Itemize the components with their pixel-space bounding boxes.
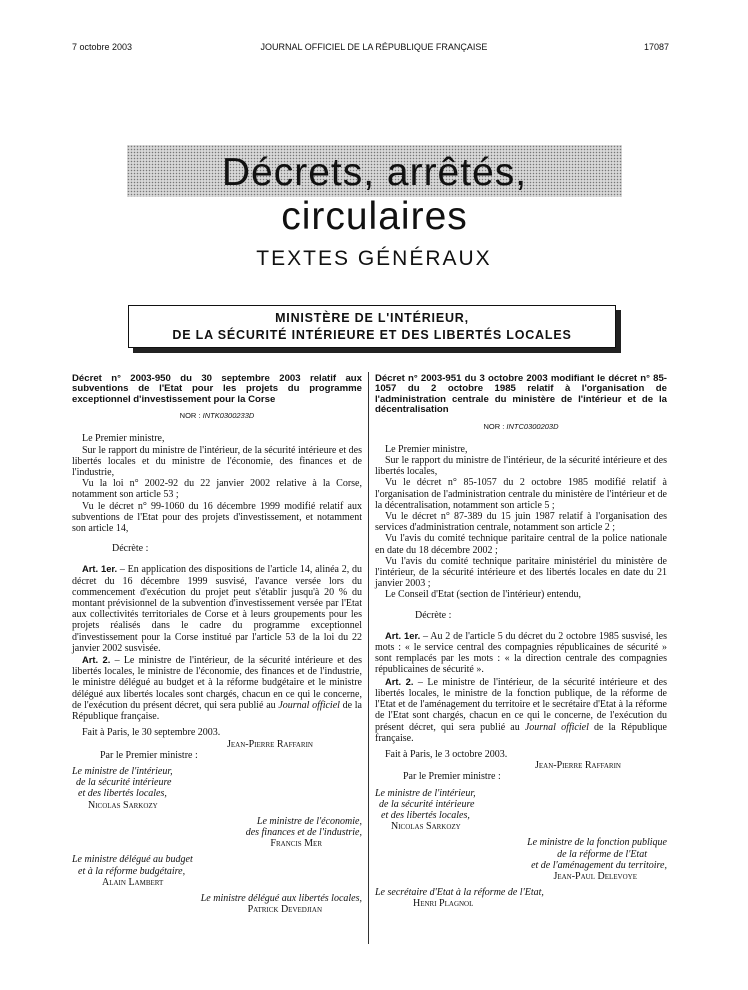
decree-1-intro: Le Premier ministre, — [82, 433, 165, 445]
signatory-title: Le ministre de l'économie, — [256, 815, 362, 827]
decree-1-signer: Jean-Pierre Raffarin — [227, 738, 313, 750]
signatory-name: Jean-Paul Delevoye — [553, 870, 637, 882]
decree-2-fait: Fait à Paris, le 3 octobre 2003. — [385, 748, 508, 760]
signatory-title: Le ministre de l'intérieur, — [72, 765, 173, 777]
decree-1-visa: Sur le rapport du ministre de l'intérieur, de la sécurité intérieure et des libertés locales et du ministre de l'économie, des finances et de l'industrie, — [72, 444, 362, 479]
article-text: – Le ministre de l'intérieur, de la sécurité intérieure et des libertés locales, le ministre de l'économie, des finances et de l'industrie, le ministre délégué au budget et à la réforme budgétaire et le ministre délégué aux libertés locales sont chargés, chacun en ce qui le concerne, de l'exécution du présent décret, qui sera publié au — [72, 655, 362, 711]
nor-label: NOR : — [483, 421, 505, 431]
decree-2-visa: Sur le rapport du ministre de l'intérieur, de la sécurité intérieure et des libertés locales, — [375, 455, 667, 478]
decree-2-visa: Le Conseil d'Etat (section de l'intérieur) entendu, — [385, 589, 582, 601]
column-divider — [368, 372, 369, 944]
article-text: – Le ministre de l'intérieur, de la sécurité intérieure et des libertés locales, le ministre de la fonction publique, de la réforme de l'Etat et de l'aménagement du territoire et le secrétaire d'Etat à la réforme de l'Etat sont chargés, chacun en ce qui le concerne, de l'exécution du présent décret, qui sera publié au — [375, 676, 668, 733]
decree-2-article-2 — [375, 676, 667, 744]
signatory-title: de la sécurité intérieure — [76, 777, 172, 789]
decree-2-title: Décret n° 2003-951 du 3 octobre 2003 modifiant le décret n° 85-1057 du 2 octobre 1985 relatif à l'organisation de l'administration centrale du ministère de l'intérieur et de la décentralisation — [375, 373, 667, 416]
signatory-title: de la sécurité intérieure — [379, 798, 475, 810]
article-label: Art. 2. — [385, 675, 414, 687]
decree-2-intro: Le Premier ministre, — [385, 443, 468, 455]
decree-2-visa: Vu l'avis du comité technique paritaire ministériel du ministère de l'intérieur, de la sécurité intérieure et des libertés locales en date du 21 janvier 2003 ; — [375, 555, 667, 590]
signatory-title: des finances et de l'industrie, — [245, 826, 362, 838]
nor-label: NOR : — [179, 411, 201, 421]
decree-2-visa: Vu le décret n° 87-389 du 15 juin 1987 relatif à l'organisation des services d'administration centrale, notamment son article 2 ; — [375, 511, 667, 534]
article-label: Art. 1er. — [82, 563, 118, 575]
signatory-name: Henri Plagnol — [413, 898, 474, 910]
decree-2-visa: Vu le décret n° 85-1057 du 2 octobre 1985 modifié relatif à l'organisation de l'administration centrale du ministère de l'intérieur et de la décentralisation, notamment son article 5 ; — [375, 477, 667, 511]
banner-title: Décrets, arrêtés, circulaires — [221, 151, 528, 238]
ministry-box — [128, 305, 616, 348]
signatory-title: et à la réforme budgétaire, — [78, 865, 186, 877]
signatory-name: Nicolas Sarkozy — [391, 821, 461, 833]
ministry-line-1: MINISTÈRE DE L'INTÉRIEUR, — [275, 311, 469, 325]
decree-2-par: Par le Premier ministre : — [403, 771, 501, 783]
nor-code: INTC0300203D — [506, 421, 559, 431]
signatory-title: Le ministre délégué au budget — [72, 854, 193, 866]
section-heading: TEXTES GÉNÉRAUX — [256, 247, 492, 270]
signatory-title: Le ministre de la fonction publique — [527, 837, 667, 849]
signatory-title: Le ministre délégué aux libertés locales, — [200, 892, 362, 904]
article-label: Art. 2. — [82, 654, 111, 666]
decree-1-nor — [72, 410, 362, 421]
decree-1-par: Par le Premier ministre : — [100, 749, 198, 761]
signatory-title: Le secrétaire d'Etat à la réforme de l'Etat, — [375, 887, 544, 899]
article-text-end: de la République française. — [72, 699, 362, 723]
signatory-title: et des libertés locales, — [78, 788, 167, 800]
header-page-number: 17087 — [644, 42, 670, 52]
signatory-title: et de l'aménagement du territoire, — [531, 859, 667, 871]
signatory-title: et des libertés locales, — [381, 809, 470, 821]
decree-1-title: Décret n° 2003-950 du 30 septembre 2003 relatif aux subventions de l'Etat pour les projets du programme exceptionnel d'investissement pour la Corse — [72, 373, 362, 405]
article-text: – En application des dispositions de l'article 14, alinéa 2, du décret du 16 décembre 1999 susvisé, l'avance versée lors du commencement d'exécution du projet peut s'établir jusqu'à 20 % du montant prévisionnel de la subvention d'investissement versée par l'Etat aux collectivités territoriales de Corse et à leurs groupements pour les projets réalisés dans le cadre du programme exceptionnel d'investissement pour la Corse institué par l'article 53 de la loi du 22 janvier 2002 susvisée. — [72, 564, 362, 654]
journal-reference: Journal officiel — [524, 721, 589, 733]
decree-1-decrete: Décrète : — [112, 543, 149, 555]
signatory-title: Le ministre de l'intérieur, — [375, 787, 476, 799]
signatory-name: Alain Lambert — [102, 876, 164, 888]
decree-2-signer: Jean-Pierre Raffarin — [535, 760, 621, 772]
article-text: – Au 2 de l'article 5 du décret du 2 octobre 1985 susvisé, les mots : « le service central des compagnies républicaines de sécurité » sont remplacés par les mots : « la direction centrale des compagnies républicaines de sécurité ». — [375, 630, 667, 676]
decree-2-visa: Vu l'avis du comité technique paritaire central de la police nationale en date du 18 décembre 2002 ; — [375, 533, 667, 556]
journal-reference: Journal officiel — [278, 699, 340, 711]
decree-2-nor — [375, 421, 667, 432]
signatory-name: Francis Mer — [270, 838, 322, 850]
decree-1-article-1 — [72, 563, 362, 654]
decree-1-article-2 — [72, 654, 362, 722]
article-text-end: de la République française. — [375, 721, 667, 744]
decree-1-fait: Fait à Paris, le 30 septembre 2003. — [82, 727, 221, 739]
decree-2 — [375, 374, 667, 910]
article-label: Art. 1er. — [385, 629, 421, 641]
decree-1-visa: Vu le décret n° 99-1060 du 16 décembre 1999 modifié relatif aux subventions de l'Etat pour des projets d'investissement, et notamment son article 14, — [72, 500, 362, 535]
section-banner — [127, 145, 622, 238]
signatory-name: Patrick Devedjian — [247, 904, 322, 916]
signatory-title: de la réforme de l'Etat — [557, 848, 647, 860]
nor-code: INTK0300233D — [202, 411, 255, 421]
decree-1-visa: Vu la loi n° 2002-92 du 22 janvier 2002 relative à la Corse, notamment son article 53 ; — [72, 478, 362, 501]
decree-1 — [72, 374, 362, 915]
ministry-line-2: DE LA SÉCURITÉ INTÉRIEURE ET DES LIBERTÉS LOCALES — [172, 328, 572, 342]
decree-2-article-1 — [375, 630, 667, 676]
header-date: 7 octobre 2003 — [72, 42, 133, 52]
signatory-name: Nicolas Sarkozy — [88, 799, 158, 811]
header-journal-title: JOURNAL OFFICIEL DE LA RÉPUBLIQUE FRANÇAISE — [260, 42, 488, 52]
decree-2-decrete: Décrète : — [415, 609, 452, 621]
